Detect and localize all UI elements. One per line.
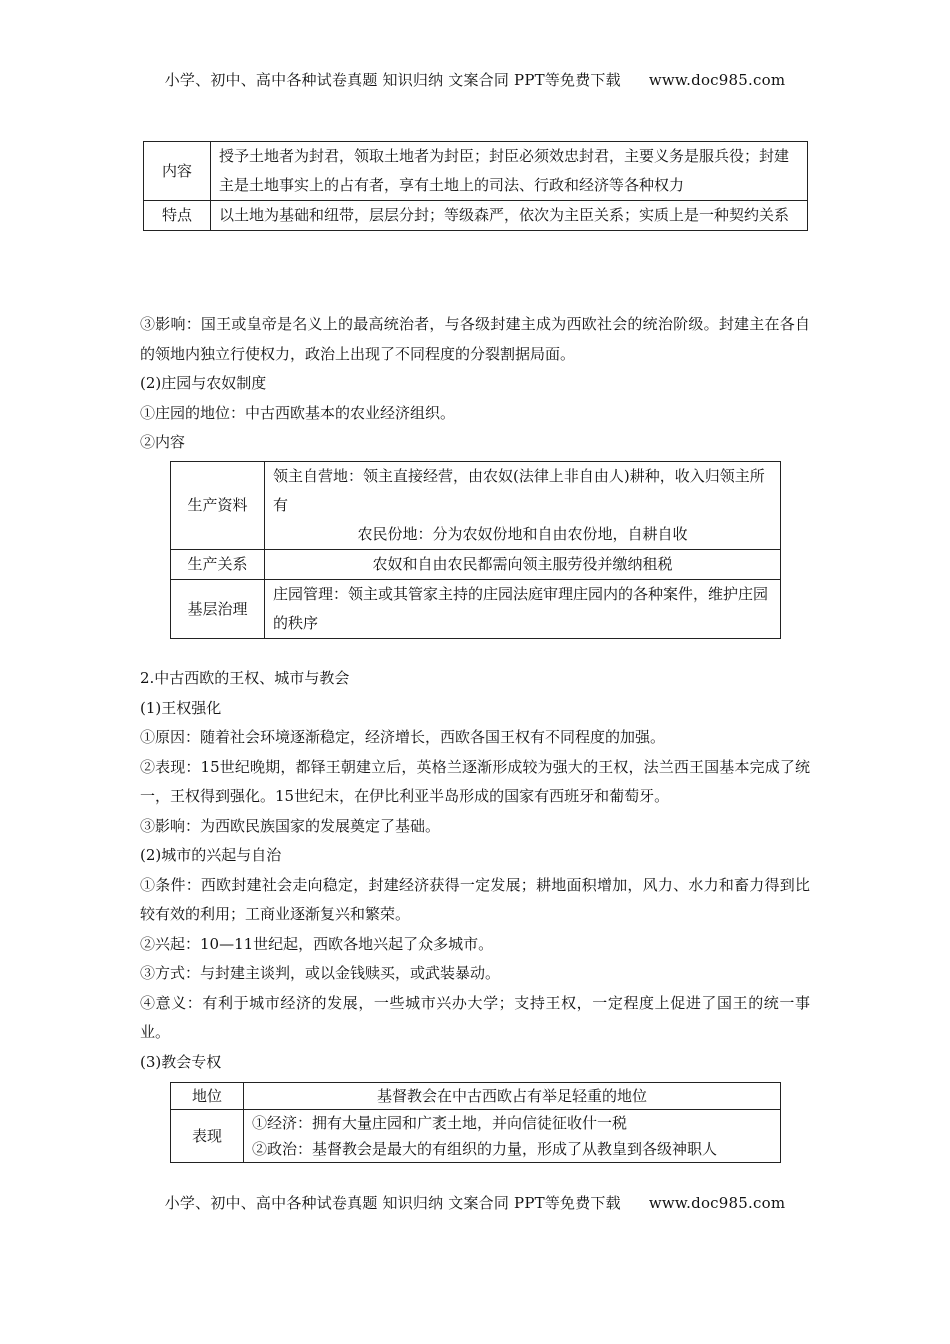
row-label-feature: 特点 — [144, 201, 211, 231]
manor-table — [170, 461, 781, 639]
impact-paragraph: ③影响：国王或皇帝是名义上的最高统治者，与各级封建主成为西欧社会的统治阶级。封建主在各自的领地内独立行使权力，政治上出现了不同程度的分裂割据局面。 — [140, 315, 810, 363]
kingship-title: (1)王权强化 — [140, 698, 222, 717]
city-way: ③方式：与封建主谈判，或以金钱赎买，或武装暴动。 — [140, 964, 501, 982]
church-title: (3)教会专权 — [140, 1052, 222, 1071]
row-label-manifest: 表现 — [171, 1110, 244, 1163]
row-text-status: 基督教会在中古西欧占有举足轻重的地位 — [244, 1083, 781, 1110]
table-row — [171, 550, 781, 580]
page-footer — [0, 1192, 950, 1213]
manor-title: (2)庄园与农奴制度 — [140, 374, 267, 392]
city-title: (2)城市的兴起与自治 — [140, 846, 282, 864]
table-row — [171, 462, 781, 550]
section-manor — [140, 310, 810, 458]
footer-text: 小学、初中、高中各种试卷真题 知识归纳 文案合同 PPT等免费下载 — [164, 1194, 621, 1212]
table-row — [171, 1083, 781, 1110]
manor-content-label: ②内容 — [140, 433, 186, 451]
city-rise: ②兴起：10—11世纪起，西欧各地兴起了众多城市。 — [140, 934, 494, 953]
city-condition: ①条件：西欧封建社会走向稳定，封建经济获得一定发展；耕地面积增加，风力、水力和畜力得到比较有效的利用；工商业逐渐复兴和繁荣。 — [140, 875, 810, 923]
row-text-means — [265, 462, 781, 550]
city-meaning: ④意义：有利于城市经济的发展，一些城市兴办大学；支持王权，一定程度上促进了国王的统一事业。 — [140, 993, 810, 1041]
kingship-impact: ③影响：为西欧民族国家的发展奠定了基础。 — [140, 816, 441, 835]
header-text: 小学、初中、高中各种试卷真题 知识归纳 文案合同 PPT等免费下载 — [164, 71, 621, 89]
row-text-governance: 庄园管理：领主或其管家主持的庄园法庭审理庄园内的各种案件，维护庄园的秩序 — [265, 580, 781, 639]
row-label-content: 内容 — [144, 142, 211, 201]
row-label-governance: 基层治理 — [171, 580, 265, 639]
row-label-relations: 生产关系 — [171, 550, 265, 580]
kingship-show: ②表现：15世纪晚期，都铎王朝建立后，英格兰逐渐形成较为强大的王权，法兰西王国基本完成了统一，王权得到强化。15世纪末，在伊比利亚半岛形成的国家有西班牙和葡萄牙。 — [140, 757, 810, 805]
table-row — [144, 142, 808, 201]
row-text-manifest — [244, 1110, 781, 1163]
means-line-1: 领主自营地：领主直接经营，由农奴(法律上非自由人)耕种，收入归领主所有 — [273, 467, 765, 514]
row-text-content: 授予土地者为封君，领取土地者为封臣；封臣必须效忠封君，主要义务是服兵役；封建主是土地事实上的占有者，享有土地上的司法、行政和经济等各种权力 — [211, 142, 808, 201]
manor-status: ①庄园的地位：中古西欧基本的农业经济组织。 — [140, 403, 456, 422]
kingship-cause: ①原因：随着社会环境逐渐稳定，经济增长，西欧各国王权有不同程度的加强。 — [140, 728, 666, 746]
manifest-line-2: ②政治：基督教会是最大的有组织的力量，形成了从教皇到各级神职人 — [252, 1140, 718, 1158]
feudal-table — [143, 141, 808, 231]
table-row — [171, 1110, 781, 1163]
means-line-2: 农民份地：分为农奴份地和自由农份地，自耕自收 — [357, 525, 688, 543]
table-row — [144, 201, 808, 231]
footer-url[interactable]: www.doc985.com — [648, 1194, 786, 1212]
header-url[interactable]: www.doc985.com — [648, 71, 786, 89]
row-label-status: 地位 — [171, 1083, 244, 1110]
page-header — [0, 69, 950, 90]
section-kingship-city-church — [140, 664, 810, 1077]
row-text-relations: 农奴和自由农民都需向领主服劳役并缴纳租税 — [265, 550, 781, 580]
church-table — [170, 1082, 781, 1163]
section-title: 2.中古西欧的王权、城市与教会 — [140, 669, 350, 687]
row-label-means: 生产资料 — [171, 462, 265, 550]
manifest-line-1: ①经济：拥有大量庄园和广袤土地，并向信徒征收什一税 — [252, 1114, 628, 1132]
row-text-feature: 以土地为基础和纽带，层层分封；等级森严，依次为主臣关系；实质上是一种契约关系 — [211, 201, 808, 231]
table-row — [171, 580, 781, 639]
